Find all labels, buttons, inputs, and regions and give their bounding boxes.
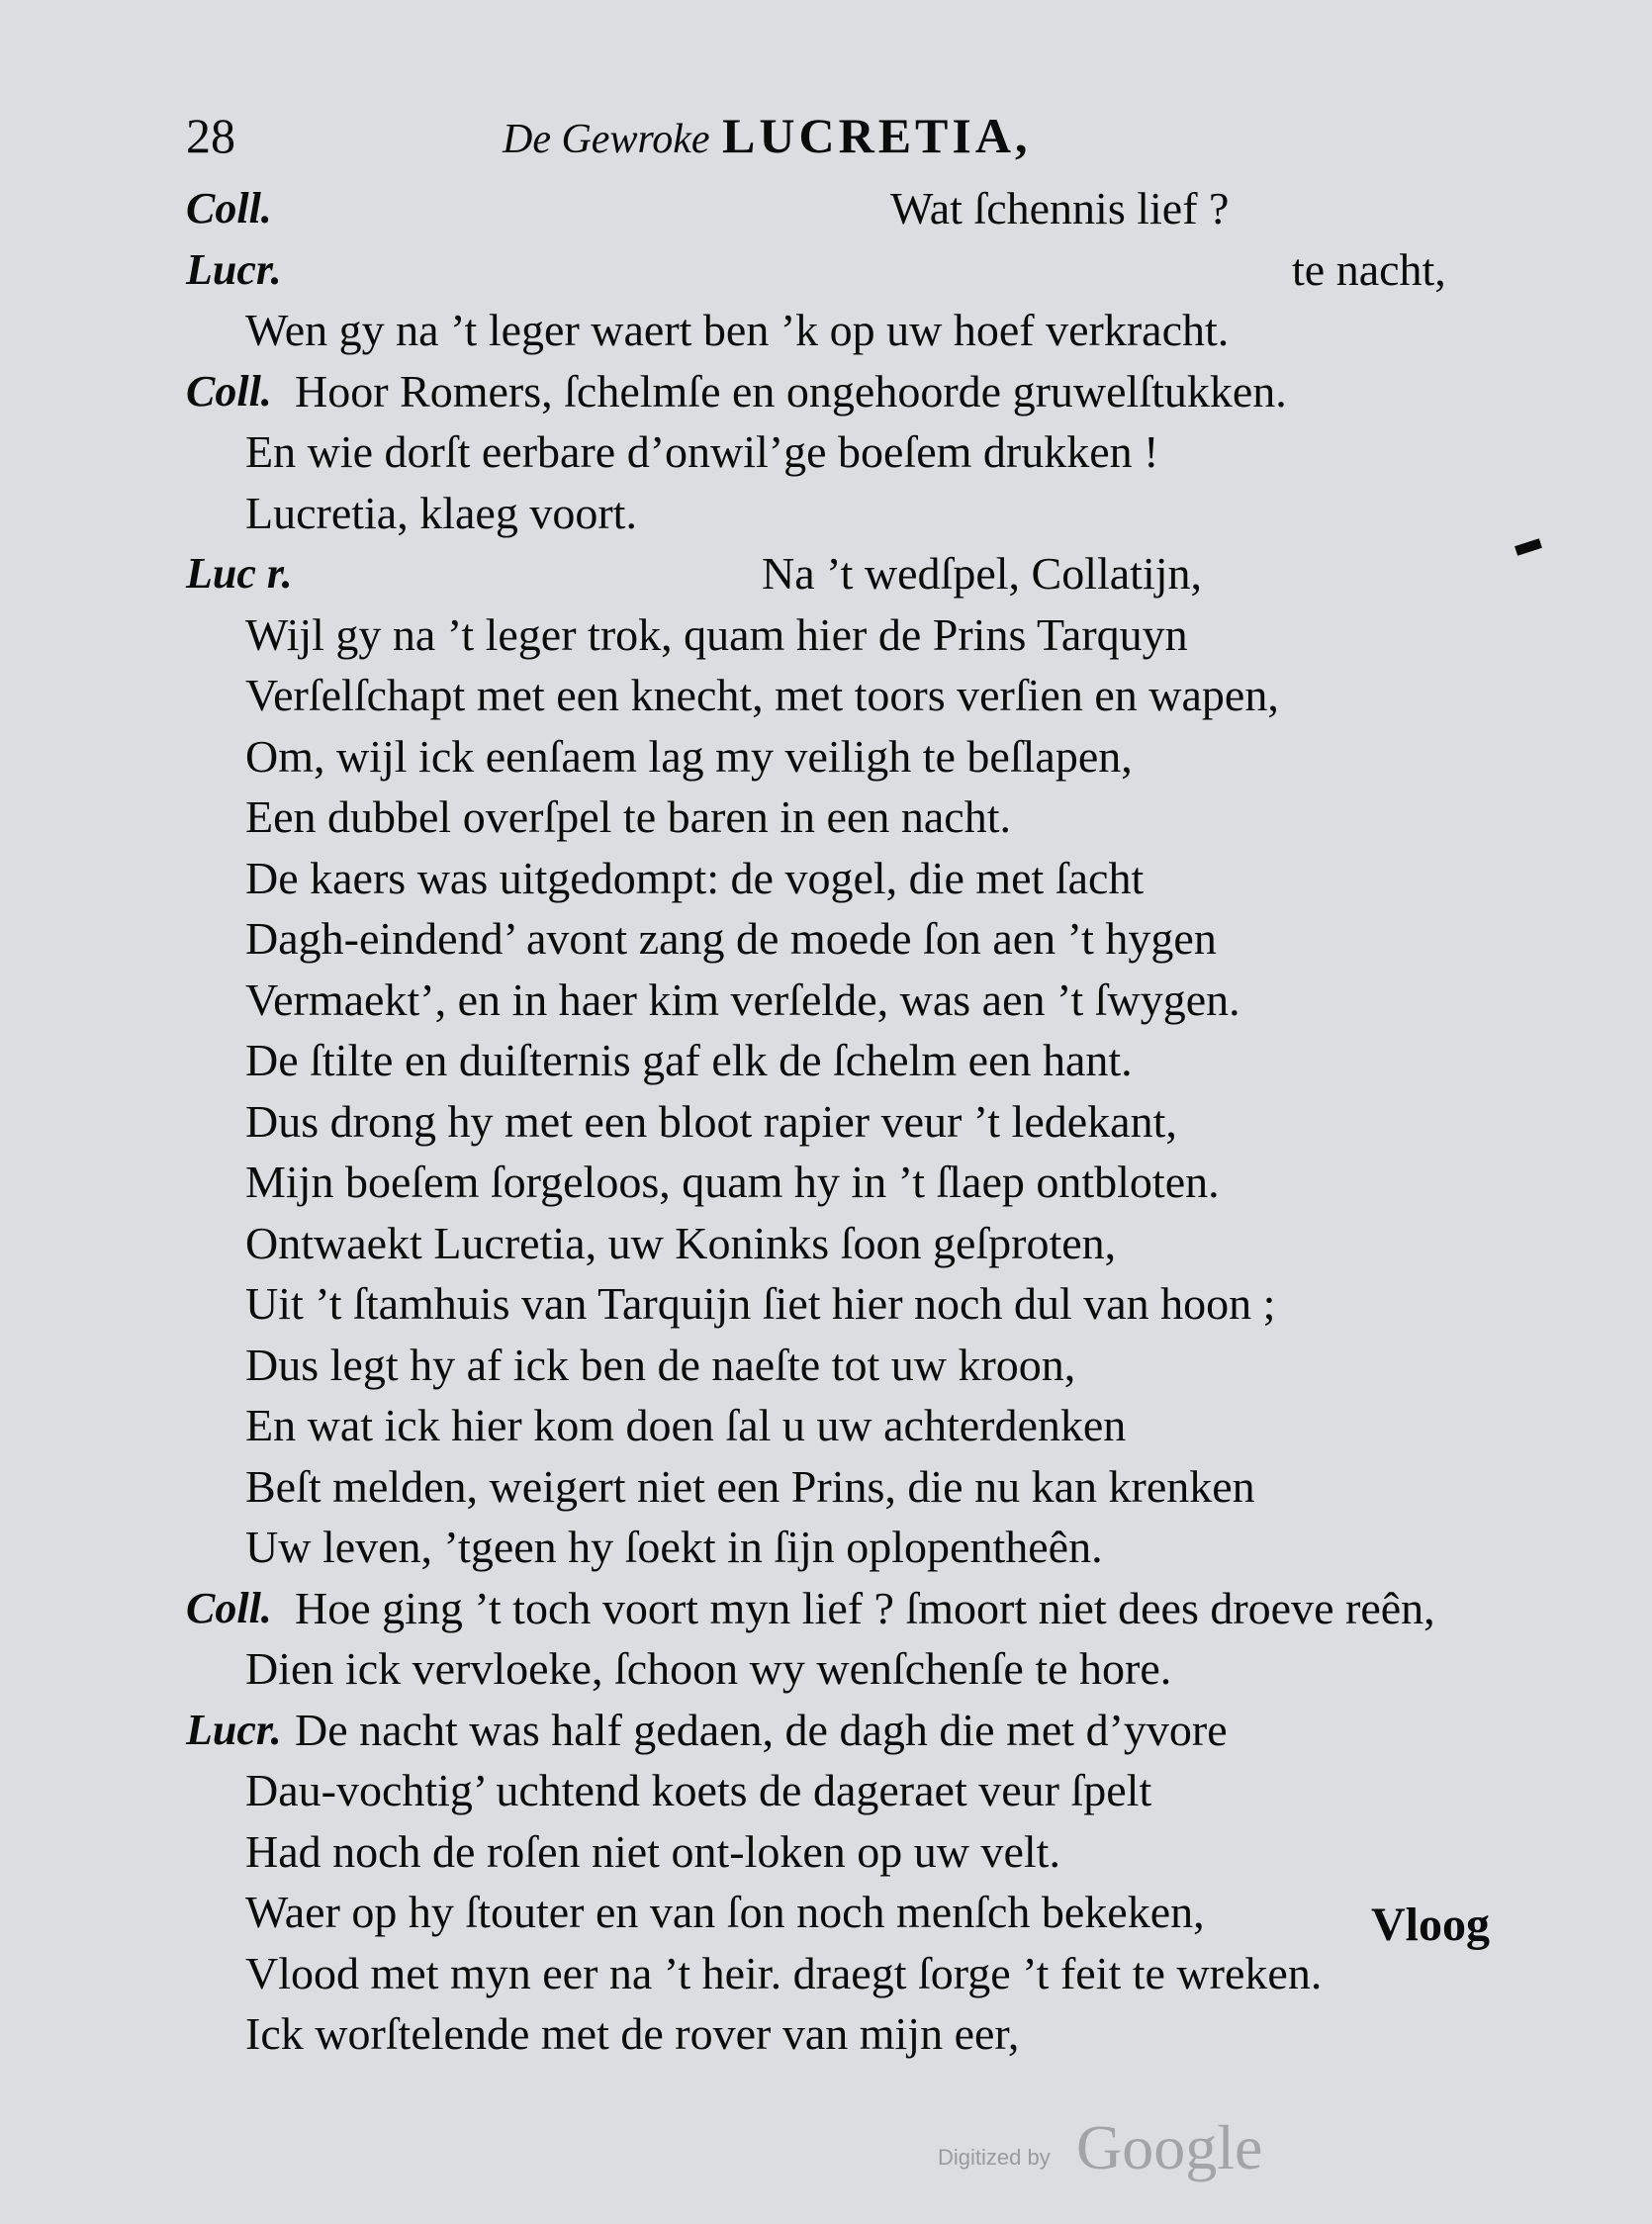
verse-line bbox=[0, 665, 1652, 726]
running-title-italic: De Gewroke bbox=[503, 117, 710, 162]
verse-text: Had noch de roſen niet ont-loken op uw velt. bbox=[245, 1825, 1060, 1877]
verse-text: te nacht, bbox=[1292, 243, 1446, 295]
catchword: Vloog bbox=[1371, 1899, 1490, 1951]
running-title bbox=[503, 107, 1031, 164]
verse-line bbox=[0, 2003, 1652, 2065]
verse-text: Om, wijl ick eenſaem lag my veiligh te beſlapen, bbox=[245, 730, 1133, 782]
verse-text: Verſelſchapt met een knecht, met toors verſien en wapen, bbox=[245, 670, 1279, 720]
verse-line bbox=[0, 483, 1652, 544]
verse-text: Ontwaekt Lucretia, uw Koninks ſoon geſproten, bbox=[245, 1217, 1117, 1268]
verse-text: En wie dorſt eerbare d’onwil’ge boeſem drukken ! bbox=[245, 426, 1159, 477]
google-logo: Google bbox=[1076, 2112, 1263, 2182]
verse-text: Wijl gy na ’t leger trok, quam hier de Prins Tarquyn bbox=[245, 608, 1188, 660]
verse-line bbox=[0, 1700, 1652, 1761]
verse-text: De kaers was uitgedompt: de vogel, die met ſacht bbox=[245, 852, 1145, 903]
verse-line bbox=[0, 1760, 1652, 1821]
verse-text: Na ’t wedſpel, Collatijn, bbox=[762, 548, 1203, 599]
verse-text: Dagh-eindend’ avont zang de moede ſon aen ’t hygen bbox=[245, 913, 1217, 964]
speaker-name: Coll. bbox=[186, 366, 272, 416]
verse-text: Dus drong hy met een bloot rapier veur ’t ledekant, bbox=[245, 1095, 1177, 1147]
verse-text: Dien ick vervloeke, ſchoon wy wenſchenſe te hore. bbox=[245, 1643, 1172, 1694]
verse-text: Een dubbel overſpel te baren in een nacht. bbox=[245, 791, 1012, 842]
verse-text: Waer op hy ſtouter en van ſon noch menſch bekeken, bbox=[245, 1887, 1205, 1937]
verse-text: Wat ſchennis lief ? bbox=[890, 183, 1230, 233]
verse-line bbox=[0, 908, 1652, 970]
verse-line bbox=[0, 361, 1652, 422]
verse-line bbox=[0, 1091, 1652, 1153]
verse-text: De nacht was half gedaen, de dagh die met d’yvore bbox=[295, 1704, 1228, 1755]
verse-text: Dus legt hy af ick ben de naeſte tot uw kroon, bbox=[245, 1339, 1076, 1390]
running-title-caps: LUCRETIA, bbox=[722, 108, 1032, 163]
verse-line bbox=[0, 239, 1652, 301]
verse-text: Lucretia, klaeg voort. bbox=[245, 487, 637, 538]
digitized-by-label: Digitized by bbox=[938, 2145, 1051, 2170]
speaker-name: Coll. bbox=[186, 184, 272, 232]
verse-line bbox=[0, 1335, 1652, 1396]
verse-line bbox=[0, 1821, 1652, 1883]
verse-text: Dau-vochtig’ uchtend koets de dageraet veur ſpelt bbox=[245, 1765, 1152, 1815]
running-header bbox=[186, 107, 1175, 166]
verse-line bbox=[0, 604, 1652, 666]
speaker-name: Luc r. bbox=[186, 549, 293, 598]
verse-line bbox=[0, 1578, 1652, 1639]
verse-text: Wen gy na ’t leger waert ben ’k op uw hoef verkracht. bbox=[245, 305, 1230, 355]
verse-line bbox=[0, 848, 1652, 909]
verse-text: Ick worſtelende met de rover van mijn eer, bbox=[245, 2008, 1020, 2059]
verse-text: Vlood met myn eer na ’t heir. draegt ſorge ’t feit te wreken. bbox=[245, 1947, 1323, 1998]
verse-line bbox=[0, 1030, 1652, 1091]
verse-line bbox=[0, 726, 1652, 788]
verse-line bbox=[0, 970, 1652, 1031]
speaker-name: Lucr. bbox=[186, 244, 282, 294]
verse-text: Hoor Romers, ſchelmſe en ongehoorde gruwelſtukken. bbox=[295, 365, 1287, 417]
verse-text: Mijn boeſem ſorgeloos, quam hy in ’t ſlaep ontbloten. bbox=[245, 1157, 1220, 1207]
verse-line bbox=[0, 300, 1652, 361]
verse-line bbox=[0, 543, 1652, 604]
verse-text: De ſtilte en duiſternis gaf elk de ſchelm een hant. bbox=[245, 1035, 1133, 1085]
verse-text: Uit ’t ſtamhuis van Tarquijn ſiet hier noch dul van hoon ; bbox=[245, 1278, 1276, 1329]
verse-line bbox=[0, 1638, 1652, 1700]
digitized-watermark bbox=[938, 2111, 1333, 2190]
page-number: 28 bbox=[186, 108, 235, 163]
verse-line bbox=[0, 1273, 1652, 1335]
verse-line bbox=[0, 1213, 1652, 1274]
verse-line bbox=[0, 1395, 1652, 1456]
verse-text: Uw leven, ’tgeen hy ſoekt in ſijn oplopentheên. bbox=[245, 1522, 1103, 1572]
verse-text: Vermaekt’, en in haer kim verſelde, was aen ’t ſwygen. bbox=[245, 973, 1240, 1025]
verse-text: Beſt melden, weigert niet een Prins, die nu kan krenken bbox=[245, 1460, 1255, 1512]
verse-text: En wat ick hier kom doen ſal u uw achterdenken bbox=[245, 1400, 1127, 1450]
verse-line bbox=[0, 787, 1652, 848]
speaker-name: Lucr. bbox=[186, 1705, 282, 1754]
verse-line bbox=[0, 1456, 1652, 1518]
verse-text: Hoe ging ’t toch voort myn lief ? ſmoort niet dees droeve reên, bbox=[295, 1582, 1435, 1633]
verse-line bbox=[0, 421, 1652, 483]
verse-line bbox=[0, 1152, 1652, 1213]
verse-line bbox=[0, 178, 1652, 239]
speaker-name: Coll. bbox=[186, 1583, 272, 1632]
verse-line bbox=[0, 1517, 1652, 1578]
